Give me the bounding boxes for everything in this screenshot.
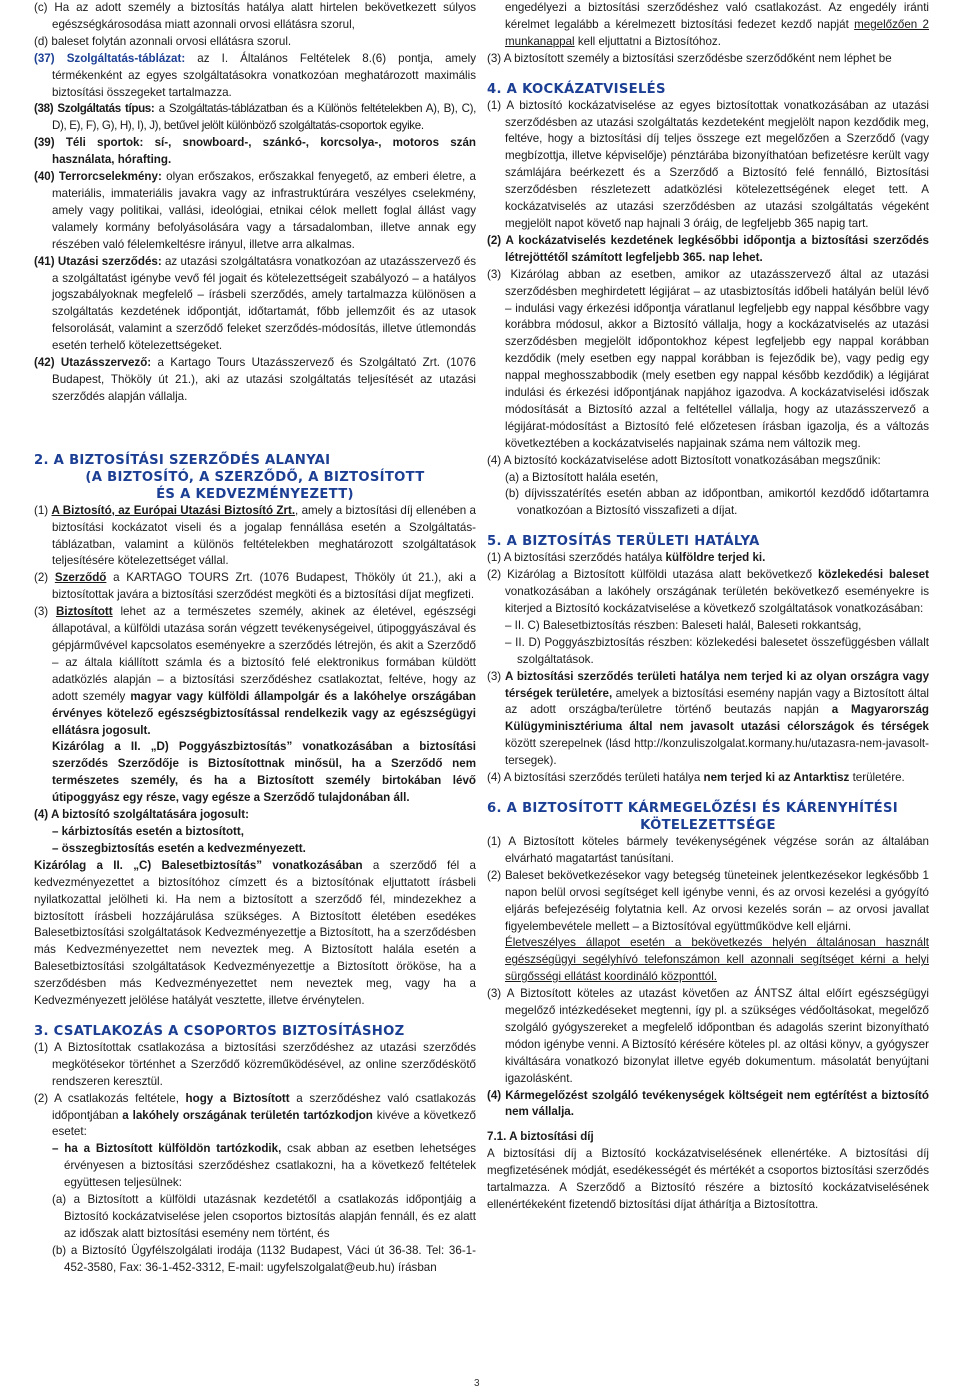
section-5-item-2: (2) Kizárólag a Biztosított külföldi utazása alatt bekövetkező közlekedési baleset vonatkozásában a lakóhely országának területén bekövetkező eseményekre is kiterjed a Biztosító kockázatviselése a következő szolgáltatások vonatkozásában: — [487, 568, 929, 615]
section-3-continuation: engedélyezi a biztosítási szerződéshez való csatlakozást. Az engedély iránti kérelmet legalább a kérelmezett biztosítási fedezet kezdő napját megelőzően 2 munkanappal kell eljuttatni a Biztosítóhoz. — [505, 1, 929, 48]
section-5-item-1: (1) A biztosítási szerződés hatálya külföldre terjed ki. — [487, 551, 766, 565]
definition-39: (39) Téli sportok: sí-, snowboard-, szánkó-, korcsolya-, motoros szán használata, hórafting. — [34, 136, 476, 167]
section-2-item-1: (1) A Biztosító, az Európai Utazási Biztosító Zrt., amely a biztosítási díj ellenében a biztosítási kockázatot viseli és a jogalap fennállása esetén a Szolgáltatás-táblázatban, valamint a különös feltételekben meghatározott szolgáltatások teljesítésére kötelezettséget vállal. — [34, 503, 477, 568]
section-3-item-3: (3) A biztosított személy a biztosítási szerződésbe szerződőként nem léphet be — [487, 51, 892, 65]
section-6-item-2: (2) Baleset bekövetkezésekor vagy betegség tüneteinek jelentkezésekor legkésőbb 1 napon belül orvosi segítséget kell igénybe venni, és az orvosi kezelési a gyógyító eljárás befejezéséig folytatnia kell. Az orvosi kezelés során – az orvosi javallat figyelembevétele mellett – a Biztosítóval együttműködve kell eljárni. — [487, 868, 929, 933]
definition-38-term: (38) Szolgáltatás típus: — [34, 102, 155, 116]
page-number: 3 — [474, 1378, 480, 1389]
section-5-item-4: (4) A biztosítási szerződés területi hatálya nem terjed ki az Antarktisz területére. — [487, 771, 905, 785]
section-6-item-2-emergency: Életveszélyes állapot esetén a bekövetkezés helyén általánosan használt egészségügyi segélyhívó telefonszámon kell azonnali segítséget kérni a helyi sürgősségi ellátást koordináló központtól. — [505, 936, 929, 984]
section-6-item-4: (4) Kármegelőzést szolgáló tevékenységek költségeit nem egtérítést a biztosító nem vállalja. — [487, 1088, 929, 1119]
definition-40-text: olyan erőszakos, erőszakkal fenyegető, az emberi életre, a materiális, immateriális javakra vagy az infrastruktúrára veszélyes cselekmény, amely vagy politikai, vallási, ideológiai, etnikai célok mellett foglal állást vagy valamely kormány befolyásolására vagy a társadalomban, illetve annak egy részében való félelemkeltésre irányul, illetve arra alkalmas. — [52, 170, 476, 251]
definition-42-text: a Kartago Tours Utazásszervező és Szolgáltató Zrt. (1076 Budapest, Thököly út 21.), aki az utazási szolgáltatás teljesítését az utazási szerződés alapján vállalja. — [52, 356, 476, 403]
section-3-item-2: (2) A csatlakozás feltétele, hogy a Biztosított a szerződéshez való csatlakozás időpontjában a lakóhely országának területén tartózkodjon kivéve a következő esetet: — [34, 1091, 477, 1139]
section-3-item-2-b: (b) a Biztosító Ügyfélszolgálati irodája (1132 Budapest, Váci út 36-38. Tel: 36-1-452-3580, Fax: 36-1-452-3312, E-mail: ugyfelszolgalat@eub.hu) írásban — [52, 1243, 476, 1274]
section-4-item-2: (2) A kockázatviselés kezdetének legkésőbbi időpontja a biztosítási szerződés létrejöttétől számított legfeljebb 365. nap lehet. — [487, 233, 929, 264]
definition-37-term: (37) Szolgáltatás-táblázat: — [34, 51, 186, 65]
section-4-item-1: (1) A biztosító kockázatviselése az egyes biztosítottak vonatkozásában az utazási szerződésben az utazási szolgáltatás kezdeteként megjelölt napon kezdődik meg, feltéve, hogy a biztosítási díj teljes összege ezt megelőzően a Szerződő (vagy megbízottja, illetve képviselője) pénztárába bizonyíthatóan befizetésre került vagy számlájára beérkezett és a Szerződő a Biztosító felé fennálló, Biztosítási szerződésben részletezett adatközlési kötelezettségének eleget tett. A kockázatviselés az utazási szerződésben az utazási szolgáltatás végeként megjelölt napot követő nap hajnali 3 óráig, de legfeljebb 365 napig tart. — [487, 98, 929, 230]
definition-42-term: (42) Utazásszervező: — [34, 356, 152, 370]
definition-40 — [34, 169, 476, 254]
section-2-heading-line3: ÉS A KEDVEZMÉNYEZETT) — [156, 486, 354, 502]
section-2-heading-line2: (A BIZTOSÍTÓ, A SZERZŐDŐ, A BIZTOSÍTOTT — [85, 469, 425, 485]
section-3-item-1: (1) A Biztosítottak csatlakozása a biztosítási szerződéshez az utazási szerződés megkötésekor történhet a Szerződő közreműködésével, az online szerződéskötő rendszeren keresztül. — [34, 1040, 476, 1088]
section-3-heading: 3. CSATLAKOZÁS A CSOPORTOS BIZTOSÍTÁSHOZ — [34, 1023, 405, 1039]
definition-40-term: (40) Terrorcselekmény: — [34, 170, 162, 184]
item-d: (d) baleset folytán azonnali orvosi ellátásra szorul. — [34, 34, 292, 48]
section-6-heading-line1: 6. A BIZTOSÍTOTT KÁRMEGELŐZÉSI ÉS KÁRENYHÍTÉSI — [487, 800, 898, 816]
definition-41-text: az utazási szolgáltatásra vonatkozóan az utazásszervező és a szolgáltatást igénybe vevő fél jogait és kötelezettségeit szabályozó – a hatályos jogszabályoknak megfelelő – írásbeli szerződés, amely tartalmazza különösen a szolgáltatás kezdetének időpontját, időtartamát, főbb jellemzőit és az utasok felsorolását, valamint a szerződő feleket szerződés-módosítás, illetve útlemondás esetén terhelő kötelezettségeket. — [52, 254, 476, 353]
section-2-heading-line1: 2. A BIZTOSÍTÁSI SZERZŐDÉS ALANYAI — [34, 452, 331, 468]
section-6-item-1: (1) A Biztosított köteles bármely tevékenységének végzése során az általában elvárható magatartást tanúsítani. — [487, 834, 929, 865]
section-5-heading: 5. A BIZTOSÍTÁS TERÜLETI HATÁLYA — [487, 534, 760, 550]
definition-38-text: a Szolgáltatás-táblázatban és a Különös feltételekben A), B), C), D), E), F), G), H), I), J), betűvel jelölt különböző szolgáltatás-csoportok egyike. — [52, 102, 476, 133]
item-c: (c) Ha az adott személy a biztosítás hatálya alatt hirtelen bekövetkezett súlyos egészségkárosodása miatt azonnali orvosi ellátásra szorul, — [34, 1, 476, 31]
section-6-heading-line2: KÖTELEZETTSÉGE — [640, 817, 776, 833]
section-2-accident-note: Kizárólag a II. „C) Balesetbiztosítás” vonatkozásában a szerződő fél a kedvezményezettet a biztosítóhoz címzett és a biztosítónak eljuttatott írásbeli nyilatkozattal jelölheti ki. Ha nem a biztosított a szerződő fél, mindezekhez a biztosított írásbeli hozzájárulása szükséges. A Biztosított életében esedékes Balesetbiztosítási szolgáltatások Kedvezményezettje a Biztosított, ha a szerződésben más Kedvezményezettet nem neveztek meg. A Biztosított halála esetén a Balesetbiztosítási szolgáltatások Kedvezményezettje a Biztosított örököse, ha a szerződésben más Kedvezményezettet nem neveztek meg, vagy ha a Kedvezményezett jelölése hatályát vesztette, illetve érvénytelen. — [34, 858, 476, 1008]
definition-38 — [34, 101, 476, 135]
section-4-item-3: (3) Kizárólag abban az esetben, amikor az utazásszervező által az utazási szerződésben meghirdetett légijárat – az utasbiztosítás időbeli hatályán belül lévő – indulási vagy érkezési időpontja váratlanul legfeljebb egy nappal későbbre vagy korábbra módosul, akkor a Biztosító vállalja, hogy a kockázatviselés az utazási szerződésben megjelölt időpontokhoz képest legfeljebb egy nappal korábban kezdődik (mely esetben egy nappal korábban is fejeződik be), vagy pedig egy nappal meghosszabbodik (mely esetben egy nappal később kezdődik) a légijárat indulási és érkezési időpontjának napjához igazodva. A kockázatviselési időszak módosítását a Biztosító azzal a feltétellel vállalja, hogy az utazásszervező a légijárat-módosítást a Biztosító felé előzetesen írásban igazolja, és a változás következtében a kockázatviselés napjainak száma nem változik meg. — [487, 267, 929, 450]
section-7-1-heading: 7.1. A biztosítási díj — [487, 1130, 594, 1144]
definition-37 — [34, 51, 476, 102]
section-4-item-4: (4) A biztosító kockázatviselése adott Biztosított vonatkozásában megszűnik: — [487, 453, 881, 467]
section-6-item-3: (3) A Biztosított köteles az utazást követően az ÁNTSZ által előírt egészségügyi megelőző intézkedéseket megtenni, így pl. a szükséges védőoltásokat, megelőző szolgáló gyógyszereket a megfelelő időpontban és adagolás szerint bizonyítható módon igénybe venni. A Biztosító kérésére köteles pl. az oltási könyv, a gyógyszer kiváltására vonatkozó bizonylat illetve egyéb dokumentum. másolatát benyújtani igazolásként. — [487, 987, 929, 1085]
definition-42 — [34, 355, 476, 406]
definition-37-text: az I. Általános Feltételek 8.(6) pontja, amely térmékenként az egyes szolgáltatásokra vonatkozóan meghatározott maximális biztosítási összegeket tartalmazza. — [52, 51, 476, 99]
right-column — [487, 0, 929, 1214]
section-4-item-4-b: (b) díjvisszatérítés esetén abban az időpontban, amikortól kezdődő időtartamra vonatkozóan a Biztosító visszafizeti a díjat. — [505, 487, 929, 518]
section-7-1-text: A biztosítási díj a Biztosító kockázatviselésének ellenértéke. A biztosítási díj megfizetésének módját, esedékességét és mértékét a csoportos biztosítási szerződés tartalmazza. A Szerződő a Biztosító részére a biztosító kockázatviselésének ellenértékeként fizetendő biztosítási díjat áthárítja a Biztosítottra. — [487, 1147, 929, 1211]
definition-41-term: (41) Utazási szerződés: — [34, 254, 162, 268]
left-column — [34, 0, 476, 1277]
section-4-item-4-a: (a) a Biztosított halála esetén, — [505, 470, 659, 484]
section-5-item-3: (3) A biztosítási szerződés területi hatálya nem terjed ki az olyan országra vagy térségek területére, amelyek a biztosítási esemény napján vagy a Biztosított által az adott országba/területre történő beutazás napján a Magyarország Külügyminisztériuma által nem javasolt utazási célországok és térségek között szerepelnek (lásd http://konzuliszolgalat.kormany.hu/utazasra-nem-javasolt-tersegek). — [487, 669, 930, 768]
section-3-item-2-exception: – ha a Biztosított külföldön tartózkodik, csak abban az esetben lehetséges érvényesen a biztosítási szerződéshez csatlakozni, ha a következő feltételek együttesen teljesülnek: — [52, 1142, 476, 1190]
section-2-item-4-a: – kárbiztosítás esetén a biztosított, — [52, 824, 244, 838]
insured-term: Biztosított — [55, 605, 113, 619]
section-3-item-2-a: (a) a Biztosított a külföldi utazásnak kezdetétől a csatlakozás időpontjáig a Biztosító kockázatviselése jelen csoportos biztosítás alapján fennáll, és ez alatt az időszak alatt biztosítási esemény nem történt, és — [52, 1193, 476, 1240]
section-2-item-4-b: – összegbiztosítás esetén a kedvezményezett. — [52, 841, 306, 855]
insurer-name: A Biztosító, az Európai Utazási Biztosító Zrt. — [51, 503, 296, 517]
section-4-heading: 4. A KOCKÁZATVISELÉS — [487, 81, 666, 97]
section-5-item-2-b: – II. D) Poggyászbiztosítás részben: közlekedési balesetet összefüggésben vállalt szolgáltatások. — [505, 635, 929, 666]
contractor-term: Szerződő — [54, 571, 107, 585]
section-2-baggage-note: Kizárólag a II. „D) Poggyászbiztosítás” vonatkozásában a biztosítási szerződés Szerződője is Biztosítottnak minősül, ha a Szerződő nem természetes személy, és ha a Biztosított személy birtokában lévő útipoggyász egy része, vagy egésze a Szerződő tulajdonában áll. — [52, 740, 476, 805]
section-5-item-2-a: – II. C) Balesetbiztosítás részben: Baleseti halál, Baleseti rokkantság, — [505, 618, 862, 632]
section-2-item-2: (2) Szerződő a KARTAGO TOURS Zrt. (1076 Budapest, Thököly út 21.), aki a biztosítottak javára a biztosítási szerződést megköti és a biztosítási díjat megfizeti. — [34, 571, 476, 602]
definition-41 — [34, 254, 476, 355]
section-2-item-4: (4) A biztosító szolgáltatására jogosult: — [34, 808, 249, 822]
section-2-item-3: (3) Biztosított lehet az a természetes személy, akinek az életével, egészségi állapotával, a külföldi utazása során végzett tevékenységeivel, útipoggyászával és gépjárművével kapcsolatos eseményekre a szerződés létrejön, és akit a Szerződő – az általa kiállított számla és a biztosító felé elektronikus formában küldött adatközlés alapján – a biztosítási szerződéshez csatlakoztat, feltéve, hogy az adott személy magyar vagy külföldi állampolgár és a lakóhelye országában érvényes kötelező egészségbiztosítással rendelkezik vagy az egészségügyi ellátásra jogosult. — [34, 605, 476, 737]
